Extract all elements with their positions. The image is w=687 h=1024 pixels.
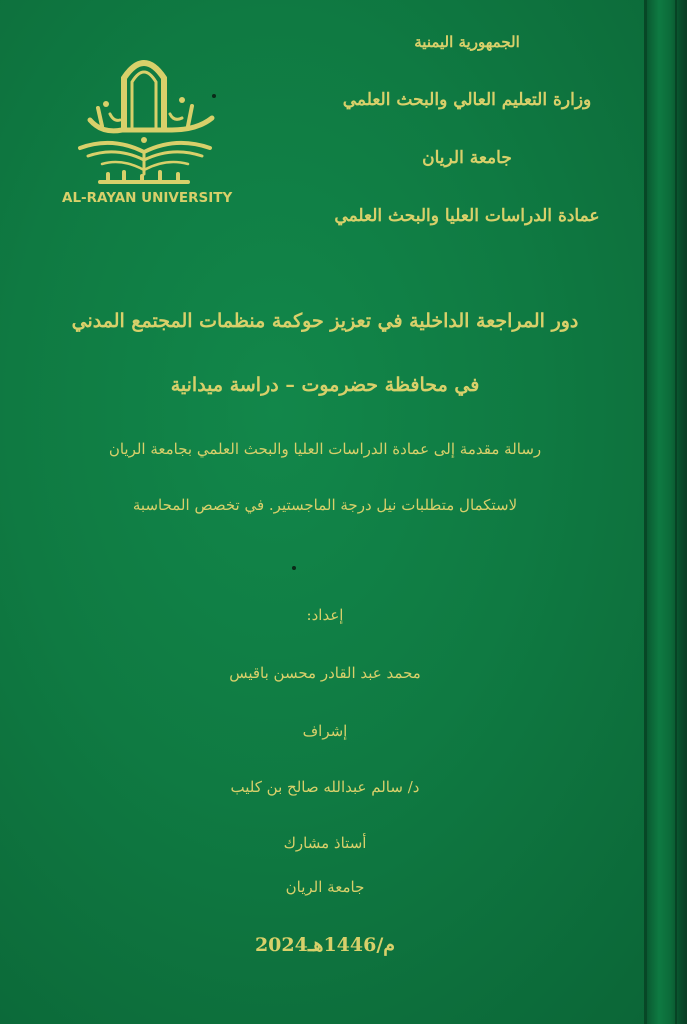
country-name: الجمهورية اليمنية: [414, 33, 520, 51]
submission-line2: لاستكمال متطلبات نيل درجة الماجستير. في تخصص المحاسبة: [132, 496, 518, 514]
supervision-label: إشراف: [302, 722, 348, 740]
thesis-title-line2: في محافظة حضرموت – دراسة ميدانية: [170, 374, 480, 396]
prepared-by-label: إعداد:: [306, 606, 344, 624]
spine-inner-line: [675, 0, 677, 1024]
cover-speck: [212, 94, 216, 98]
ministry-name: وزارة التعليم العالي والبحث العلمي: [342, 90, 592, 110]
deanship-name: عمادة الدراسات العليا والبحث العلمي: [334, 206, 600, 226]
cover-speck: [292, 566, 296, 570]
spine-edge: [644, 0, 647, 1024]
logo-english-name: AL-RAYAN UNIVERSITY: [62, 190, 233, 206]
author-name: محمد عبد القادر محسن باقيس: [229, 664, 421, 682]
cover-header: [317, 32, 617, 264]
university-logo-icon: [62, 48, 233, 213]
thesis-title-line1: دور المراجعة الداخلية في تعزيز حوكمة منظمات المجتمع المدني: [71, 310, 579, 332]
book-spine: [647, 0, 687, 1024]
submission-line1: رسالة مقدمة إلى عمادة الدراسات العليا والبحث العلمي بجامعة الريان: [108, 440, 542, 458]
supervisor-university: جامعة الريان: [285, 878, 365, 896]
thesis-year: 2024م/1446هـ: [254, 934, 396, 956]
supervisor-rank: أستاذ مشارك: [283, 834, 367, 852]
university-name: جامعة الريان: [422, 148, 512, 168]
supervisor-name: د/ سالم عبدالله صالح بن كليب: [230, 778, 420, 796]
